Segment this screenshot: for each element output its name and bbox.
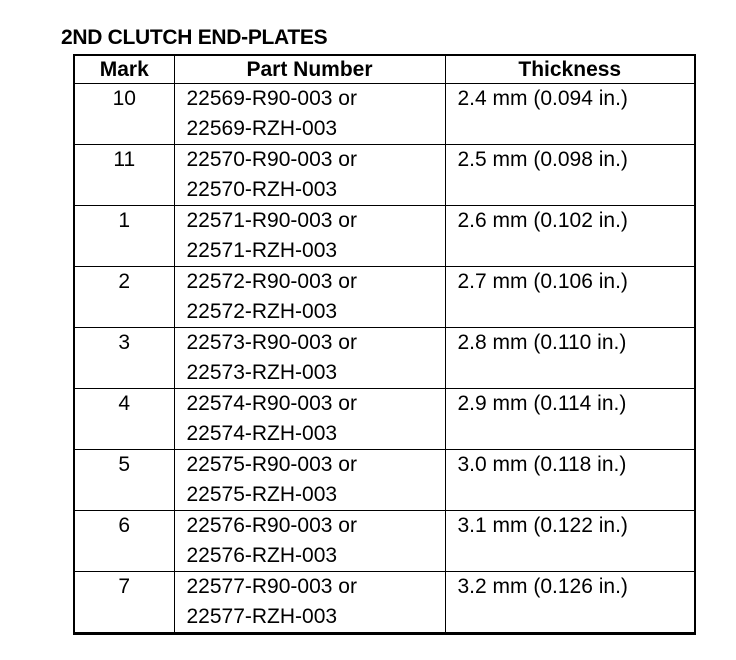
part-number-primary: 22574-R90-003 or bbox=[186, 392, 357, 415]
part-number-primary: 22573-R90-003 or bbox=[186, 331, 357, 354]
part-number-alternate: 22572-RZH-003 bbox=[186, 300, 338, 323]
page-title: 2ND CLUTCH END-PLATES bbox=[61, 26, 328, 49]
part-number-alternate: 22575-RZH-003 bbox=[186, 483, 338, 506]
table-row bbox=[74, 328, 695, 389]
table-row bbox=[74, 206, 695, 267]
mark-cell: 10 bbox=[74, 84, 174, 145]
table-row bbox=[74, 389, 695, 450]
thickness-cell: 2.6 mm (0.102 in.) bbox=[445, 206, 695, 267]
mark-cell: 3 bbox=[74, 328, 174, 389]
table-row bbox=[74, 450, 695, 511]
table-header-row bbox=[74, 55, 695, 84]
column-header-thickness: Thickness bbox=[445, 55, 695, 84]
part-number-primary: 22571-R90-003 or bbox=[186, 209, 357, 232]
part-number-primary: 22572-R90-003 or bbox=[186, 270, 357, 293]
part-number-alternate: 22569-RZH-003 bbox=[186, 117, 338, 140]
part-number-primary: 22576-R90-003 or bbox=[186, 514, 357, 537]
part-number-cell bbox=[174, 450, 445, 511]
thickness-cell: 2.7 mm (0.106 in.) bbox=[445, 267, 695, 328]
thickness-cell: 3.2 mm (0.126 in.) bbox=[457, 575, 628, 598]
part-number-primary: 22577-R90-003 or bbox=[186, 575, 357, 598]
table-row bbox=[74, 267, 695, 328]
mark-cell: 7 bbox=[74, 572, 174, 634]
thickness-cell: 3.0 mm (0.118 in.) bbox=[445, 450, 695, 511]
table-row bbox=[74, 84, 695, 145]
part-number-cell bbox=[174, 145, 445, 206]
part-number-alternate: 22577-RZH-003 bbox=[186, 605, 338, 628]
part-number-primary: 22575-R90-003 or bbox=[186, 453, 357, 476]
mark-cell: 1 bbox=[74, 206, 174, 267]
part-number-cell bbox=[174, 267, 445, 328]
part-number-cell bbox=[174, 572, 445, 634]
thickness-cell: 2.4 mm (0.094 in.) bbox=[445, 84, 695, 145]
thickness-cell: 2.8 mm (0.110 in.) bbox=[445, 328, 695, 389]
thickness-cell: 2.5 mm (0.098 in.) bbox=[445, 145, 695, 206]
part-number-alternate: 22576-RZH-003 bbox=[186, 544, 338, 567]
column-header-mark: Mark bbox=[74, 55, 174, 84]
column-header-part-number: Part Number bbox=[174, 55, 445, 84]
part-number-alternate: 22570-RZH-003 bbox=[186, 178, 338, 201]
part-number-primary: 22570-R90-003 or bbox=[186, 148, 357, 171]
thickness-cell: 2.9 mm (0.114 in.) bbox=[445, 389, 695, 450]
part-number-cell bbox=[174, 511, 445, 572]
mark-cell: 2 bbox=[74, 267, 174, 328]
part-number-alternate: 22573-RZH-003 bbox=[186, 361, 338, 384]
part-number-primary: 22569-R90-003 or bbox=[186, 87, 357, 110]
part-number-cell bbox=[174, 206, 445, 267]
part-number-alternate: 22571-RZH-003 bbox=[186, 239, 338, 262]
part-number-alternate: 22574-RZH-003 bbox=[186, 422, 338, 445]
table-row bbox=[74, 145, 695, 206]
table-row bbox=[74, 511, 695, 572]
part-number-cell bbox=[174, 389, 445, 450]
part-number-cell bbox=[174, 328, 445, 389]
end-plates-table bbox=[73, 54, 696, 635]
mark-cell: 11 bbox=[74, 145, 174, 206]
mark-cell: 5 bbox=[74, 450, 174, 511]
table-row bbox=[74, 572, 695, 634]
thickness-cell: 3.1 mm (0.122 in.) bbox=[445, 511, 695, 572]
mark-cell: 6 bbox=[74, 511, 174, 572]
part-number-cell bbox=[174, 84, 445, 145]
mark-cell: 4 bbox=[74, 389, 174, 450]
